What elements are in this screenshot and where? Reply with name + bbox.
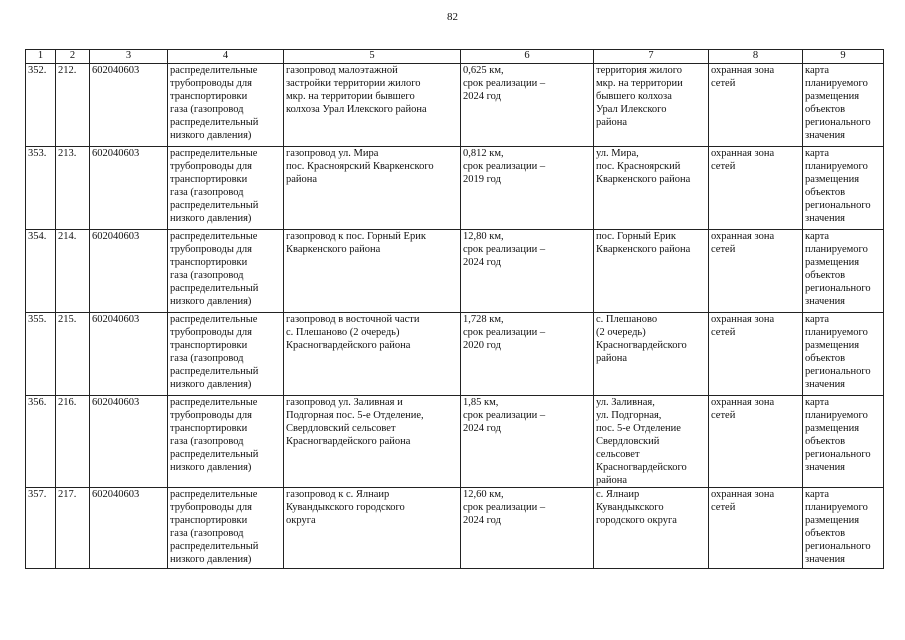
object-name-line: застройки территории жилого	[286, 78, 421, 89]
document-reference-line: карта	[805, 231, 830, 242]
object-characteristics-line: 12,60 км,	[463, 489, 504, 500]
document-reference-line: значения	[805, 379, 846, 390]
document-reference-line: объектов	[805, 270, 846, 281]
document-reference-line: объектов	[805, 187, 846, 198]
object-code-cell: 602040603	[90, 313, 168, 396]
object-location-line: (2 очередь)	[596, 327, 646, 338]
table-row	[26, 488, 884, 569]
object-name-line: Кваркенского района	[286, 244, 381, 255]
object-type-line: транспортировки	[170, 340, 248, 351]
object-type-line: распределительные	[170, 489, 258, 500]
object-characteristics-line: срок реализации –	[463, 78, 546, 89]
object-location-line: с. Ялнаир	[596, 489, 640, 500]
document-reference-line: планируемого	[805, 327, 868, 338]
object-type-line: трубопроводы для	[170, 161, 252, 172]
object-name-line: пос. Красноярский Кваркенского	[286, 161, 434, 172]
object-type-cell	[168, 396, 284, 488]
object-type-line: газа (газопровод	[170, 187, 244, 198]
document-reference-line: планируемого	[805, 502, 868, 513]
object-type-cell	[168, 313, 284, 396]
object-code-cell: 602040603	[90, 147, 168, 230]
object-name-cell	[284, 313, 461, 396]
object-type-line: низкого давления)	[170, 379, 252, 390]
zone-type-line: охранная зона	[711, 65, 775, 76]
object-name-line: колхоза Урал Илекского района	[286, 104, 427, 115]
objects-table	[25, 49, 884, 569]
object-location-line: Красногвардейского	[596, 340, 687, 351]
object-characteristics-cell	[461, 64, 594, 147]
object-characteristics-line: 2024 год	[463, 91, 501, 102]
row-sub-number-cell: 217.	[56, 488, 90, 569]
document-reference-line: значения	[805, 296, 846, 307]
document-reference-line: размещения	[805, 423, 860, 434]
row-sub-number-cell: 213.	[56, 147, 90, 230]
object-characteristics-line: 2020 год	[463, 340, 501, 351]
column-header-5: 5	[284, 50, 461, 64]
object-name-cell	[284, 396, 461, 488]
object-name-cell	[284, 488, 461, 569]
object-characteristics-line: 1,85 км,	[463, 397, 499, 408]
zone-type-cell	[709, 147, 803, 230]
table-row	[26, 396, 884, 488]
object-location-line: района	[596, 475, 628, 486]
document-reference-line: размещения	[805, 257, 860, 268]
object-location-cell	[594, 147, 709, 230]
object-type-line: распределительный	[170, 366, 259, 377]
object-type-line: газа (газопровод	[170, 353, 244, 364]
document-reference-line: карта	[805, 397, 830, 408]
object-type-cell	[168, 64, 284, 147]
object-type-line: распределительные	[170, 148, 258, 159]
object-name-line: газопровод ул. Мира	[286, 148, 379, 159]
document-reference-line: значения	[805, 130, 846, 141]
object-location-cell	[594, 396, 709, 488]
row-number-cell: 353.	[26, 147, 56, 230]
object-type-line: низкого давления)	[170, 130, 252, 141]
document-reference-line: размещения	[805, 340, 860, 351]
object-name-line: газопровод малоэтажной	[286, 65, 398, 76]
document-reference-line: объектов	[805, 436, 846, 447]
row-sub-number-cell: 215.	[56, 313, 90, 396]
object-characteristics-line: 2024 год	[463, 423, 501, 434]
object-location-line: пос. Красноярский	[596, 161, 681, 172]
document-reference-line: значения	[805, 462, 846, 473]
object-location-line: сельсовет	[596, 449, 640, 460]
object-characteristics-cell	[461, 147, 594, 230]
object-location-cell	[594, 313, 709, 396]
object-type-line: низкого давления)	[170, 462, 252, 473]
object-type-line: распределительный	[170, 283, 259, 294]
column-header-1: 1	[26, 50, 56, 64]
document-reference-line: размещения	[805, 515, 860, 526]
row-number-cell: 355.	[26, 313, 56, 396]
object-type-line: низкого давления)	[170, 554, 252, 565]
object-characteristics-line: 2019 год	[463, 174, 501, 185]
object-characteristics-line: 2024 год	[463, 257, 501, 268]
document-reference-line: значения	[805, 213, 846, 224]
object-characteristics-line: 12,80 км,	[463, 231, 504, 242]
object-location-line: пос. Горный Ерик	[596, 231, 676, 242]
document-reference-cell	[803, 147, 884, 230]
document-reference-line: размещения	[805, 91, 860, 102]
document-reference-line: объектов	[805, 353, 846, 364]
zone-type-cell	[709, 230, 803, 313]
zone-type-cell	[709, 313, 803, 396]
zone-type-cell	[709, 488, 803, 569]
document-reference-line: планируемого	[805, 78, 868, 89]
object-location-line: ул. Мира,	[596, 148, 639, 159]
object-type-line: трубопроводы для	[170, 327, 252, 338]
column-header-3: 3	[90, 50, 168, 64]
document-reference-line: карта	[805, 148, 830, 159]
document-reference-line: размещения	[805, 174, 860, 185]
object-name-cell	[284, 147, 461, 230]
object-location-line: мкр. на территории	[596, 78, 683, 89]
object-code-cell: 602040603	[90, 488, 168, 569]
zone-type-line: охранная зона	[711, 489, 775, 500]
document-reference-line: планируемого	[805, 161, 868, 172]
object-name-line: Кувандыкского городского	[286, 502, 405, 513]
object-type-line: трубопроводы для	[170, 502, 252, 513]
document-reference-line: карта	[805, 314, 830, 325]
document-reference-line: регионального	[805, 541, 871, 552]
column-header-2: 2	[56, 50, 90, 64]
object-location-line: пос. 5-е Отделение	[596, 423, 681, 434]
document-reference-cell	[803, 64, 884, 147]
object-name-line: Подгорная пос. 5-е Отделение,	[286, 410, 424, 421]
row-number-cell: 356.	[26, 396, 56, 488]
document-reference-cell	[803, 396, 884, 488]
object-type-line: распределительный	[170, 449, 259, 460]
object-name-line: газопровод в восточной части	[286, 314, 420, 325]
object-location-line: Кувандыкского	[596, 502, 664, 513]
object-type-line: трубопроводы для	[170, 78, 252, 89]
document-reference-cell	[803, 313, 884, 396]
zone-type-cell	[709, 64, 803, 147]
object-location-line: района	[596, 353, 628, 364]
zone-type-line: сетей	[711, 502, 736, 513]
document-reference-line: регионального	[805, 117, 871, 128]
zone-type-line: охранная зона	[711, 231, 775, 242]
object-characteristics-line: срок реализации –	[463, 327, 546, 338]
zone-type-line: сетей	[711, 244, 736, 255]
document-reference-line: значения	[805, 554, 846, 565]
object-characteristics-cell	[461, 396, 594, 488]
object-name-line: Красногвардейского района	[286, 340, 411, 351]
object-type-line: транспортировки	[170, 515, 248, 526]
table-row	[26, 147, 884, 230]
object-location-cell	[594, 64, 709, 147]
object-characteristics-line: 1,728 км,	[463, 314, 504, 325]
object-name-line: округа	[286, 515, 316, 526]
document-reference-line: объектов	[805, 528, 846, 539]
object-type-line: распределительный	[170, 200, 259, 211]
object-name-line: газопровод ул. Заливная и	[286, 397, 403, 408]
object-name-cell	[284, 64, 461, 147]
table-row	[26, 230, 884, 313]
object-type-line: распределительные	[170, 397, 258, 408]
object-name-line: мкр. на территории бывшего	[286, 91, 415, 102]
column-header-7: 7	[594, 50, 709, 64]
document-reference-line: регионального	[805, 283, 871, 294]
object-code-cell: 602040603	[90, 396, 168, 488]
object-type-cell	[168, 230, 284, 313]
column-header-4: 4	[168, 50, 284, 64]
row-sub-number-cell: 214.	[56, 230, 90, 313]
object-type-line: распределительные	[170, 65, 258, 76]
zone-type-line: охранная зона	[711, 314, 775, 325]
object-name-cell	[284, 230, 461, 313]
object-location-line: Красногвардейского	[596, 462, 687, 473]
object-name-line: с. Плешаново (2 очередь)	[286, 327, 400, 338]
object-type-line: транспортировки	[170, 174, 248, 185]
object-location-line: Кваркенского района	[596, 244, 691, 255]
object-name-line: Свердловский сельсовет	[286, 423, 396, 434]
object-characteristics-line: срок реализации –	[463, 502, 546, 513]
object-type-line: газа (газопровод	[170, 436, 244, 447]
document-reference-line: планируемого	[805, 244, 868, 255]
object-type-line: низкого давления)	[170, 213, 252, 224]
object-name-line: газопровод к с. Ялнаир	[286, 489, 390, 500]
zone-type-line: сетей	[711, 410, 736, 421]
object-location-line: территория жилого	[596, 65, 683, 76]
object-location-line: бывшего колхоза	[596, 91, 672, 102]
object-characteristics-line: 0,625 км,	[463, 65, 504, 76]
row-sub-number-cell: 216.	[56, 396, 90, 488]
row-sub-number-cell: 212.	[56, 64, 90, 147]
object-location-line: ул. Подгорная,	[596, 410, 662, 421]
object-characteristics-line: 2024 год	[463, 515, 501, 526]
object-characteristics-line: срок реализации –	[463, 410, 546, 421]
object-code-cell: 602040603	[90, 64, 168, 147]
object-type-line: газа (газопровод	[170, 528, 244, 539]
object-type-line: газа (газопровод	[170, 104, 244, 115]
object-type-line: распределительные	[170, 231, 258, 242]
document-reference-line: регионального	[805, 366, 871, 377]
object-name-line: Красногвардейского района	[286, 436, 411, 447]
row-number-cell: 354.	[26, 230, 56, 313]
document-reference-line: регионального	[805, 449, 871, 460]
object-type-line: газа (газопровод	[170, 270, 244, 281]
document-reference-line: планируемого	[805, 410, 868, 421]
object-location-cell	[594, 488, 709, 569]
column-header-6: 6	[461, 50, 594, 64]
object-location-line: городского округа	[596, 515, 677, 526]
object-characteristics-cell	[461, 230, 594, 313]
object-location-line: Урал Илекского	[596, 104, 667, 115]
zone-type-line: сетей	[711, 78, 736, 89]
table-body	[26, 64, 884, 569]
object-characteristics-line: срок реализации –	[463, 161, 546, 172]
object-location-line: ул. Заливная,	[596, 397, 655, 408]
table-row	[26, 313, 884, 396]
row-number-cell: 357.	[26, 488, 56, 569]
document-reference-line: карта	[805, 65, 830, 76]
table-row	[26, 64, 884, 147]
column-header-8: 8	[709, 50, 803, 64]
zone-type-line: охранная зона	[711, 397, 775, 408]
object-location-line: района	[596, 117, 628, 128]
document-reference-line: регионального	[805, 200, 871, 211]
document-reference-line: карта	[805, 489, 830, 500]
object-type-line: распределительный	[170, 117, 259, 128]
object-type-line: транспортировки	[170, 257, 248, 268]
document-reference-line: объектов	[805, 104, 846, 115]
object-code-cell: 602040603	[90, 230, 168, 313]
object-type-line: трубопроводы для	[170, 244, 252, 255]
zone-type-line: сетей	[711, 327, 736, 338]
object-location-line: с. Плешаново	[596, 314, 658, 325]
object-characteristics-line: срок реализации –	[463, 244, 546, 255]
object-type-cell	[168, 488, 284, 569]
object-type-line: транспортировки	[170, 423, 248, 434]
column-header-9: 9	[803, 50, 884, 64]
object-location-line: Свердловский	[596, 436, 660, 447]
object-type-cell	[168, 147, 284, 230]
object-type-line: распределительный	[170, 541, 259, 552]
page-number: 82	[447, 11, 458, 23]
object-type-line: распределительные	[170, 314, 258, 325]
object-name-line: газопровод к пос. Горный Ерик	[286, 231, 426, 242]
object-type-line: трубопроводы для	[170, 410, 252, 421]
document-reference-cell	[803, 230, 884, 313]
header-row	[26, 50, 884, 64]
object-characteristics-cell	[461, 488, 594, 569]
object-characteristics-line: 0,812 км,	[463, 148, 504, 159]
object-type-line: низкого давления)	[170, 296, 252, 307]
zone-type-line: охранная зона	[711, 148, 775, 159]
zone-type-cell	[709, 396, 803, 488]
document-reference-cell	[803, 488, 884, 569]
row-number-cell: 352.	[26, 64, 56, 147]
object-type-line: транспортировки	[170, 91, 248, 102]
object-location-line: Кваркенского района	[596, 174, 691, 185]
object-characteristics-cell	[461, 313, 594, 396]
object-location-cell	[594, 230, 709, 313]
object-name-line: района	[286, 174, 318, 185]
zone-type-line: сетей	[711, 161, 736, 172]
